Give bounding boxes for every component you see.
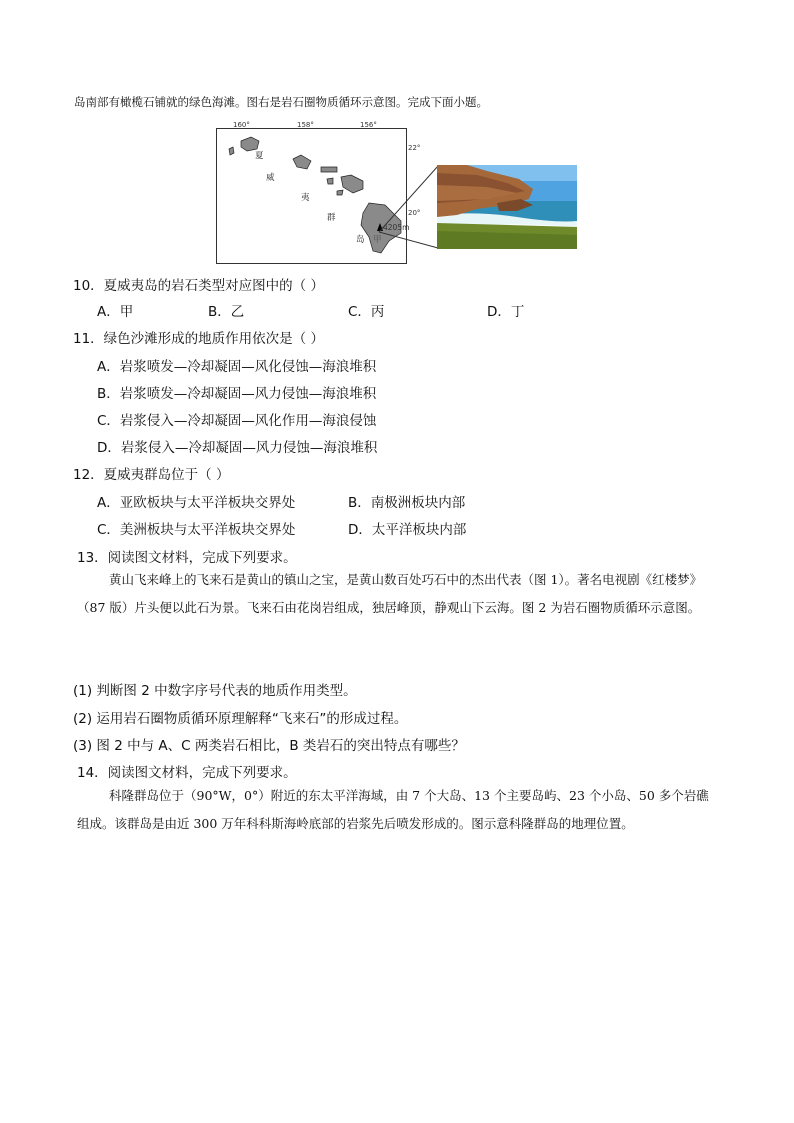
elevation-label: 4205m (383, 223, 410, 232)
q10-option-d[interactable]: D．丁 (487, 304, 525, 320)
island-kahoolawe (337, 190, 343, 195)
question-13-stem: 13．阅读图文材料，完成下列要求。 (77, 550, 297, 566)
question-14-material: 科隆群岛位于（90°W，0°）附近的东太平洋海域，由 7 个大岛、13 个主要岛屿、23 个小岛、50 多个岩礁组成。该群岛是由近 300 万年科科斯海岭底部的岩浆先后喷发形成的。图示意科隆群岛的地理位置。 (77, 788, 709, 831)
island-niihau (229, 147, 234, 155)
green-sand-beach-photo (437, 165, 577, 249)
map-label: 群 (327, 213, 336, 223)
longitude-label: 158° (297, 121, 314, 129)
longitude-label: 160° (233, 121, 250, 129)
map-label: 夷 (301, 193, 310, 203)
longitude-label: 156° (360, 121, 377, 129)
beach-illustration (437, 165, 577, 249)
q12-option-d[interactable]: D．太平洋板块内部 (348, 522, 467, 538)
latitude-label: 20° (408, 209, 421, 217)
q13-sub-3: (3) 图 2 中与 A、C 两类岩石相比，B 类岩石的突出特点有哪些？ (73, 738, 465, 754)
question-10-stem: 10．夏威夷岛的岩石类型对应图中的（ ） (73, 278, 324, 294)
question-12-stem: 12．夏威夷群岛位于（ ） (73, 467, 230, 483)
q11-option-c[interactable]: C．岩浆侵入—冷却凝固—风化作用—海浪侵蚀 (97, 413, 377, 429)
map-label: 岛 (356, 235, 365, 245)
q10-option-b[interactable]: B．乙 (208, 304, 245, 320)
map-label: 威 (266, 173, 275, 183)
q10-option-c[interactable]: C．丙 (348, 304, 385, 320)
question-14-stem: 14．阅读图文材料，完成下列要求。 (77, 765, 297, 781)
q13-sub-2: (2) 运用岩石圈物质循环原理解释“飞来石”的形成过程。 (73, 711, 408, 727)
map-label: 夏 (255, 151, 264, 161)
q12-option-c[interactable]: C．美洲板块与太平洋板块交界处 (97, 522, 296, 538)
q10-option-a[interactable]: A．甲 (97, 304, 134, 320)
q11-option-a[interactable]: A．岩浆喷发—冷却凝固—风化侵蚀—海浪堆积 (97, 359, 377, 375)
island-maui (341, 175, 363, 193)
latitude-label: 22° (408, 144, 421, 152)
island-molokai (321, 167, 337, 172)
q12-option-b[interactable]: B．南极洲板块内部 (348, 495, 466, 511)
island-lanai (327, 178, 333, 184)
q13-sub-1: (1) 判断图 2 中数字序号代表的地质作用类型。 (73, 683, 357, 699)
island-oahu (293, 155, 311, 169)
q12-option-a[interactable]: A．亚欧板块与太平洋板块交界处 (97, 495, 296, 511)
q11-option-b[interactable]: B．岩浆喷发—冷却凝固—风力侵蚀—海浪堆积 (97, 386, 377, 402)
question-11-stem: 11．绿色沙滩形成的地质作用依次是（ ） (73, 331, 324, 347)
q11-option-d[interactable]: D．岩浆侵入—冷却凝固—风力侵蚀—海浪堆积 (97, 440, 378, 456)
map-label: 甲 (373, 235, 382, 245)
intro-text: 岛南部有橄榄石铺就的绿色海滩。图右是岩石圈物质循环示意图。完成下面小题。 (74, 95, 488, 109)
question-13-material: 黄山飞来峰上的飞来石是黄山的镇山之宝，是黄山数百处巧石中的杰出代表（图 1）。著名电视剧《红楼梦》（87 版）片头便以此石为景。飞来石由花岗岩组成，独居峰顶，静观山下云海。图 2 为岩石圈物质循环示意图。 (77, 572, 703, 615)
